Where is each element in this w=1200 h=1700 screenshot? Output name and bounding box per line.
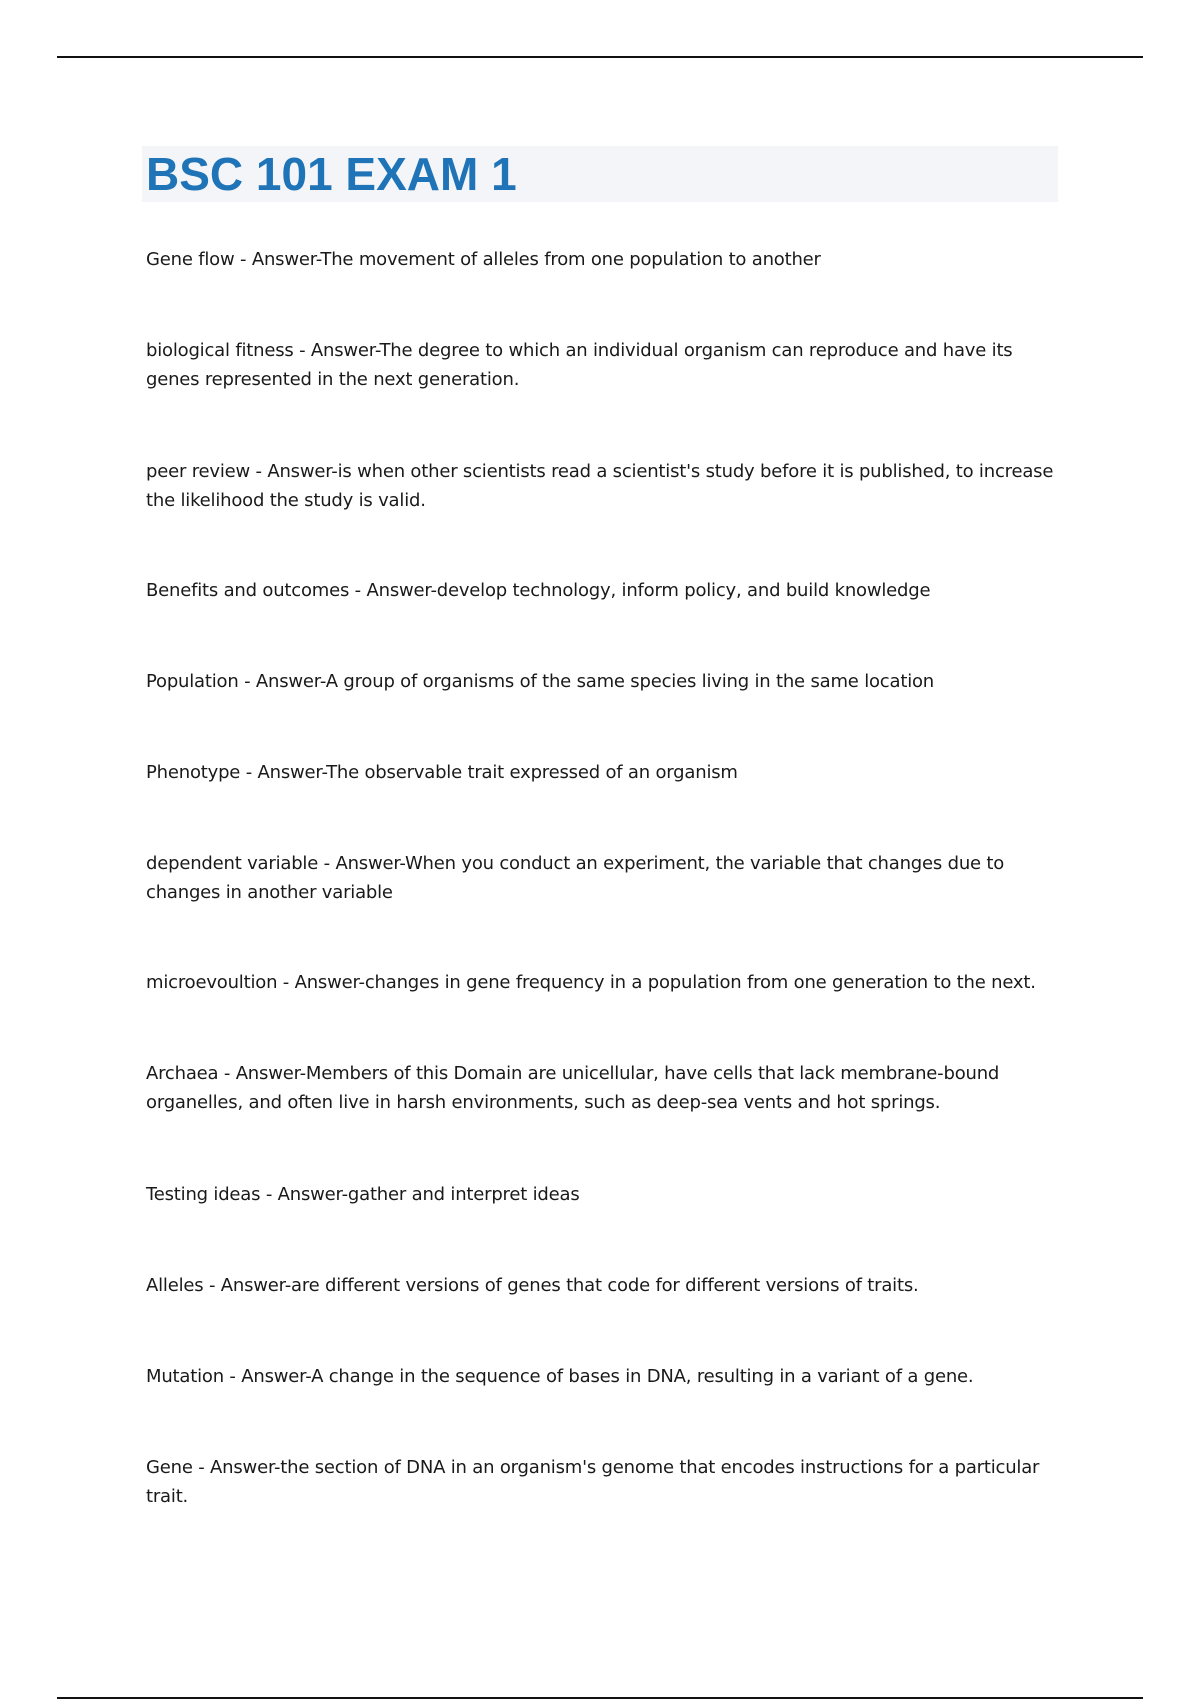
qa-entry-gene: Gene - Answer-the section of DNA in an organism's genome that encodes instructions for a particular trait.	[146, 1457, 1040, 1507]
qa-entry-population: Population - Answer-A group of organisms of the same species living in the same location	[146, 671, 935, 692]
qa-entry-alleles: Alleles - Answer-are different versions of genes that code for different versions of traits.	[146, 1275, 919, 1296]
qa-entry-mutation: Mutation - Answer-A change in the sequence of bases in DNA, resulting in a variant of a gene.	[146, 1366, 974, 1387]
page-title: BSC 101 EXAM 1	[146, 148, 517, 200]
qa-entry-benefits-and-outcomes: Benefits and outcomes - Answer-develop technology, inform policy, and build knowledge	[146, 580, 931, 601]
bottom-rule	[57, 1697, 1143, 1699]
qa-entry-archaea: Archaea - Answer-Members of this Domain are unicellular, have cells that lack membrane-bound organelles, and often live in harsh environments, such as deep-sea vents and hot springs.	[146, 1063, 1000, 1113]
qa-entry-microevolution: microevoultion - Answer-changes in gene frequency in a population from one generation to the next.	[146, 972, 1036, 993]
qa-entry-dependent-variable: dependent variable - Answer-When you conduct an experiment, the variable that changes due to changes in another variable	[146, 853, 1005, 903]
qa-entry-peer-review: peer review - Answer-is when other scientists read a scientist's study before it is published, to increase the likelihood the study is valid.	[146, 461, 1054, 511]
top-rule	[57, 56, 1143, 58]
qa-entry-biological-fitness: biological fitness - Answer-The degree to which an individual organism can reproduce and have its genes represented in the next generation.	[146, 340, 1013, 390]
qa-entry-phenotype: Phenotype - Answer-The observable trait expressed of an organism	[146, 762, 738, 783]
qa-entry-testing-ideas: Testing ideas - Answer-gather and interpret ideas	[146, 1184, 580, 1205]
qa-entry-gene-flow: Gene flow - Answer-The movement of alleles from one population to another	[146, 249, 821, 270]
title-band	[142, 146, 1058, 202]
